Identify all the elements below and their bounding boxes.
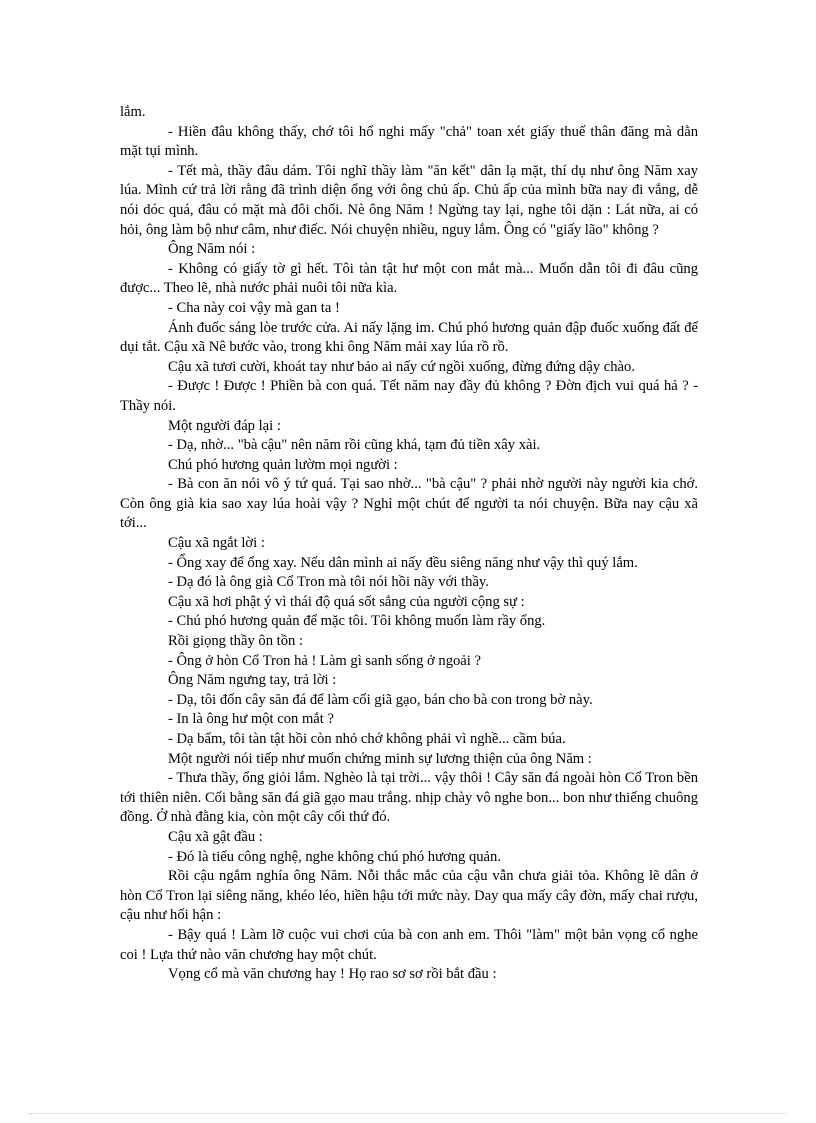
paragraph: - In là ông hư một con mắt ?	[168, 711, 334, 728]
paragraph: - Chú phó hương quản để mặc tôi. Tôi không muốn làm rầy ổng.	[168, 613, 546, 630]
paragraph: - Bà con ăn nói vô ý tứ quá. Tại sao nhờ... "bà cậu" ? phải nhờ người này người kia chớ. Còn ông già kia sao xay lúa hoài vậy ? Nghỉ một chút để người ta nói chuyện. Bữa nay cậu xã tới...	[120, 476, 698, 532]
paragraph: Cậu xã ngắt lời :	[168, 535, 265, 552]
paragraph: Rồi giọng thầy ôn tồn :	[168, 633, 303, 650]
paragraph: - Tết mà, thầy đâu dám. Tôi nghĩ thầy làm "ăn kết" dân lạ mặt, thí dụ như ông Năm xay lúa. Mình cứ trả lời rằng đã trình diện ổng với ông chủ ấp. Chủ ấp của mình bữa nay đi vắng, dễ nói dóc quá, đâu có mặt mà đôi chối. Nè ông Năm ! Ngừng tay lại, nghe tôi dặn : Lát nữa, ai có hỏi, ông làm bộ như câm, như điếc. Nói chuyện nhiều, nguy lắm. Ông có "giấy lão" không ?	[120, 162, 698, 238]
paragraph: lắm.	[120, 104, 146, 120]
paragraph: - Ổng xay để ổng xay. Nếu dân mình ai nấy đều siêng năng như vậy thì quý lắm.	[168, 554, 638, 571]
paragraph: Cậu xã hơi phật ý vì thái độ quá sốt sắng của người cộng sự :	[168, 593, 525, 610]
paragraph: - Hiền đâu không thấy, chớ tôi hổ nghi mấy "chả" toan xét giấy thuế thân đăng mà dằn mặt tụi mình.	[120, 123, 698, 160]
paragraph: Cậu xã gật đầu :	[168, 828, 263, 845]
paragraph: - Dạ đó là ông già Cổ Tron mà tôi nói hồi nãy với thầy.	[168, 574, 489, 591]
paragraph: Rồi cậu ngắm nghía ông Năm. Nỗi thắc mắc của cậu vẫn chưa giải tỏa. Không lẽ dân ở hòn Cổ Tron lại siêng năng, khéo léo, hiền hậu tới mức này. Day qua mấy cây đờn, mấy chai rượu, cậu như hối hận :	[120, 868, 698, 924]
page-bottom-divider	[28, 1113, 786, 1114]
paragraph: - Bậy quá ! Làm lỡ cuộc vui chơi của bà con anh em. Thôi "làm" một bản vọng cổ nghe coi ! Lựa thứ nào văn chương hay một chút.	[120, 926, 698, 963]
paragraph: Ánh đuốc sáng lòe trước cửa. Ai nấy lặng im. Chú phó hương quản đập đuốc xuống đất để dụi tắt. Cậu xã Nê bước vào, trong khi ông Năm mải xay lúa rồ rồ.	[120, 319, 698, 356]
paragraph: - Dạ, nhờ... "bà cậu" nên năm rồi cũng khá, tạm đủ tiền xây xài.	[168, 437, 541, 454]
paragraph: - Không có giấy tờ gì hết. Tôi tàn tật hư một con mắt mà... Muốn dẫn tôi đi đâu cũng được... Theo lẽ, nhà nước phải nuôi tôi nữa kìa.	[120, 260, 698, 297]
paragraph: Ông Năm nói :	[168, 241, 256, 258]
paragraph: Cậu xã tươi cười, khoát tay như bảo ai nấy cứ ngồi xuống, đừng đứng dậy chào.	[168, 358, 635, 375]
paragraph: - Ông ở hòn Cổ Tron hả ! Làm gì sanh sống ở ngoải ?	[168, 652, 481, 669]
paragraph: Một người nói tiếp như muốn chứng minh sự lương thiện của ông Năm :	[168, 750, 592, 767]
paragraph: Vọng cổ mà văn chương hay ! Họ rao sơ sơ rồi bắt đầu :	[168, 966, 497, 983]
paragraph: - Cha này coi vậy mà gan ta !	[168, 299, 340, 316]
paragraph: - Dạ, tôi đốn cây săn đá để làm cối giã gạo, bán cho bà con trong bờ này.	[168, 691, 593, 708]
paragraph: Một người đáp lại :	[168, 417, 281, 434]
paragraph: Ông Năm ngưng tay, trả lời :	[168, 672, 337, 689]
paragraph: - Thưa thầy, ổng giỏi lắm. Nghèo là tại trời... vậy thôi ! Cây săn đá ngoài hòn Cổ Tron bền tới thiên niên. Cối bằng săn đá giã gạo mau trắng. nhịp chày vô nghe bon... bon như thiếng chuông đồng. Ở nhà đằng kia, còn một cây cối thứ đó.	[120, 770, 698, 826]
paragraph: - Dạ bẩm, tôi tàn tật hồi còn nhỏ chớ không phải vì nghề... cầm búa.	[168, 731, 566, 747]
paragraph: Chú phó hương quản lườm mọi người :	[168, 456, 398, 473]
paragraph: - Đó là tiểu công nghệ, nghe không chú phó hương quản.	[168, 848, 501, 865]
paragraph: - Được ! Được ! Phiền bà con quá. Tết năm nay đầy đủ không ? Đờn địch vui quá hả ? - Thầy nói.	[120, 378, 698, 414]
document-body	[120, 103, 698, 985]
